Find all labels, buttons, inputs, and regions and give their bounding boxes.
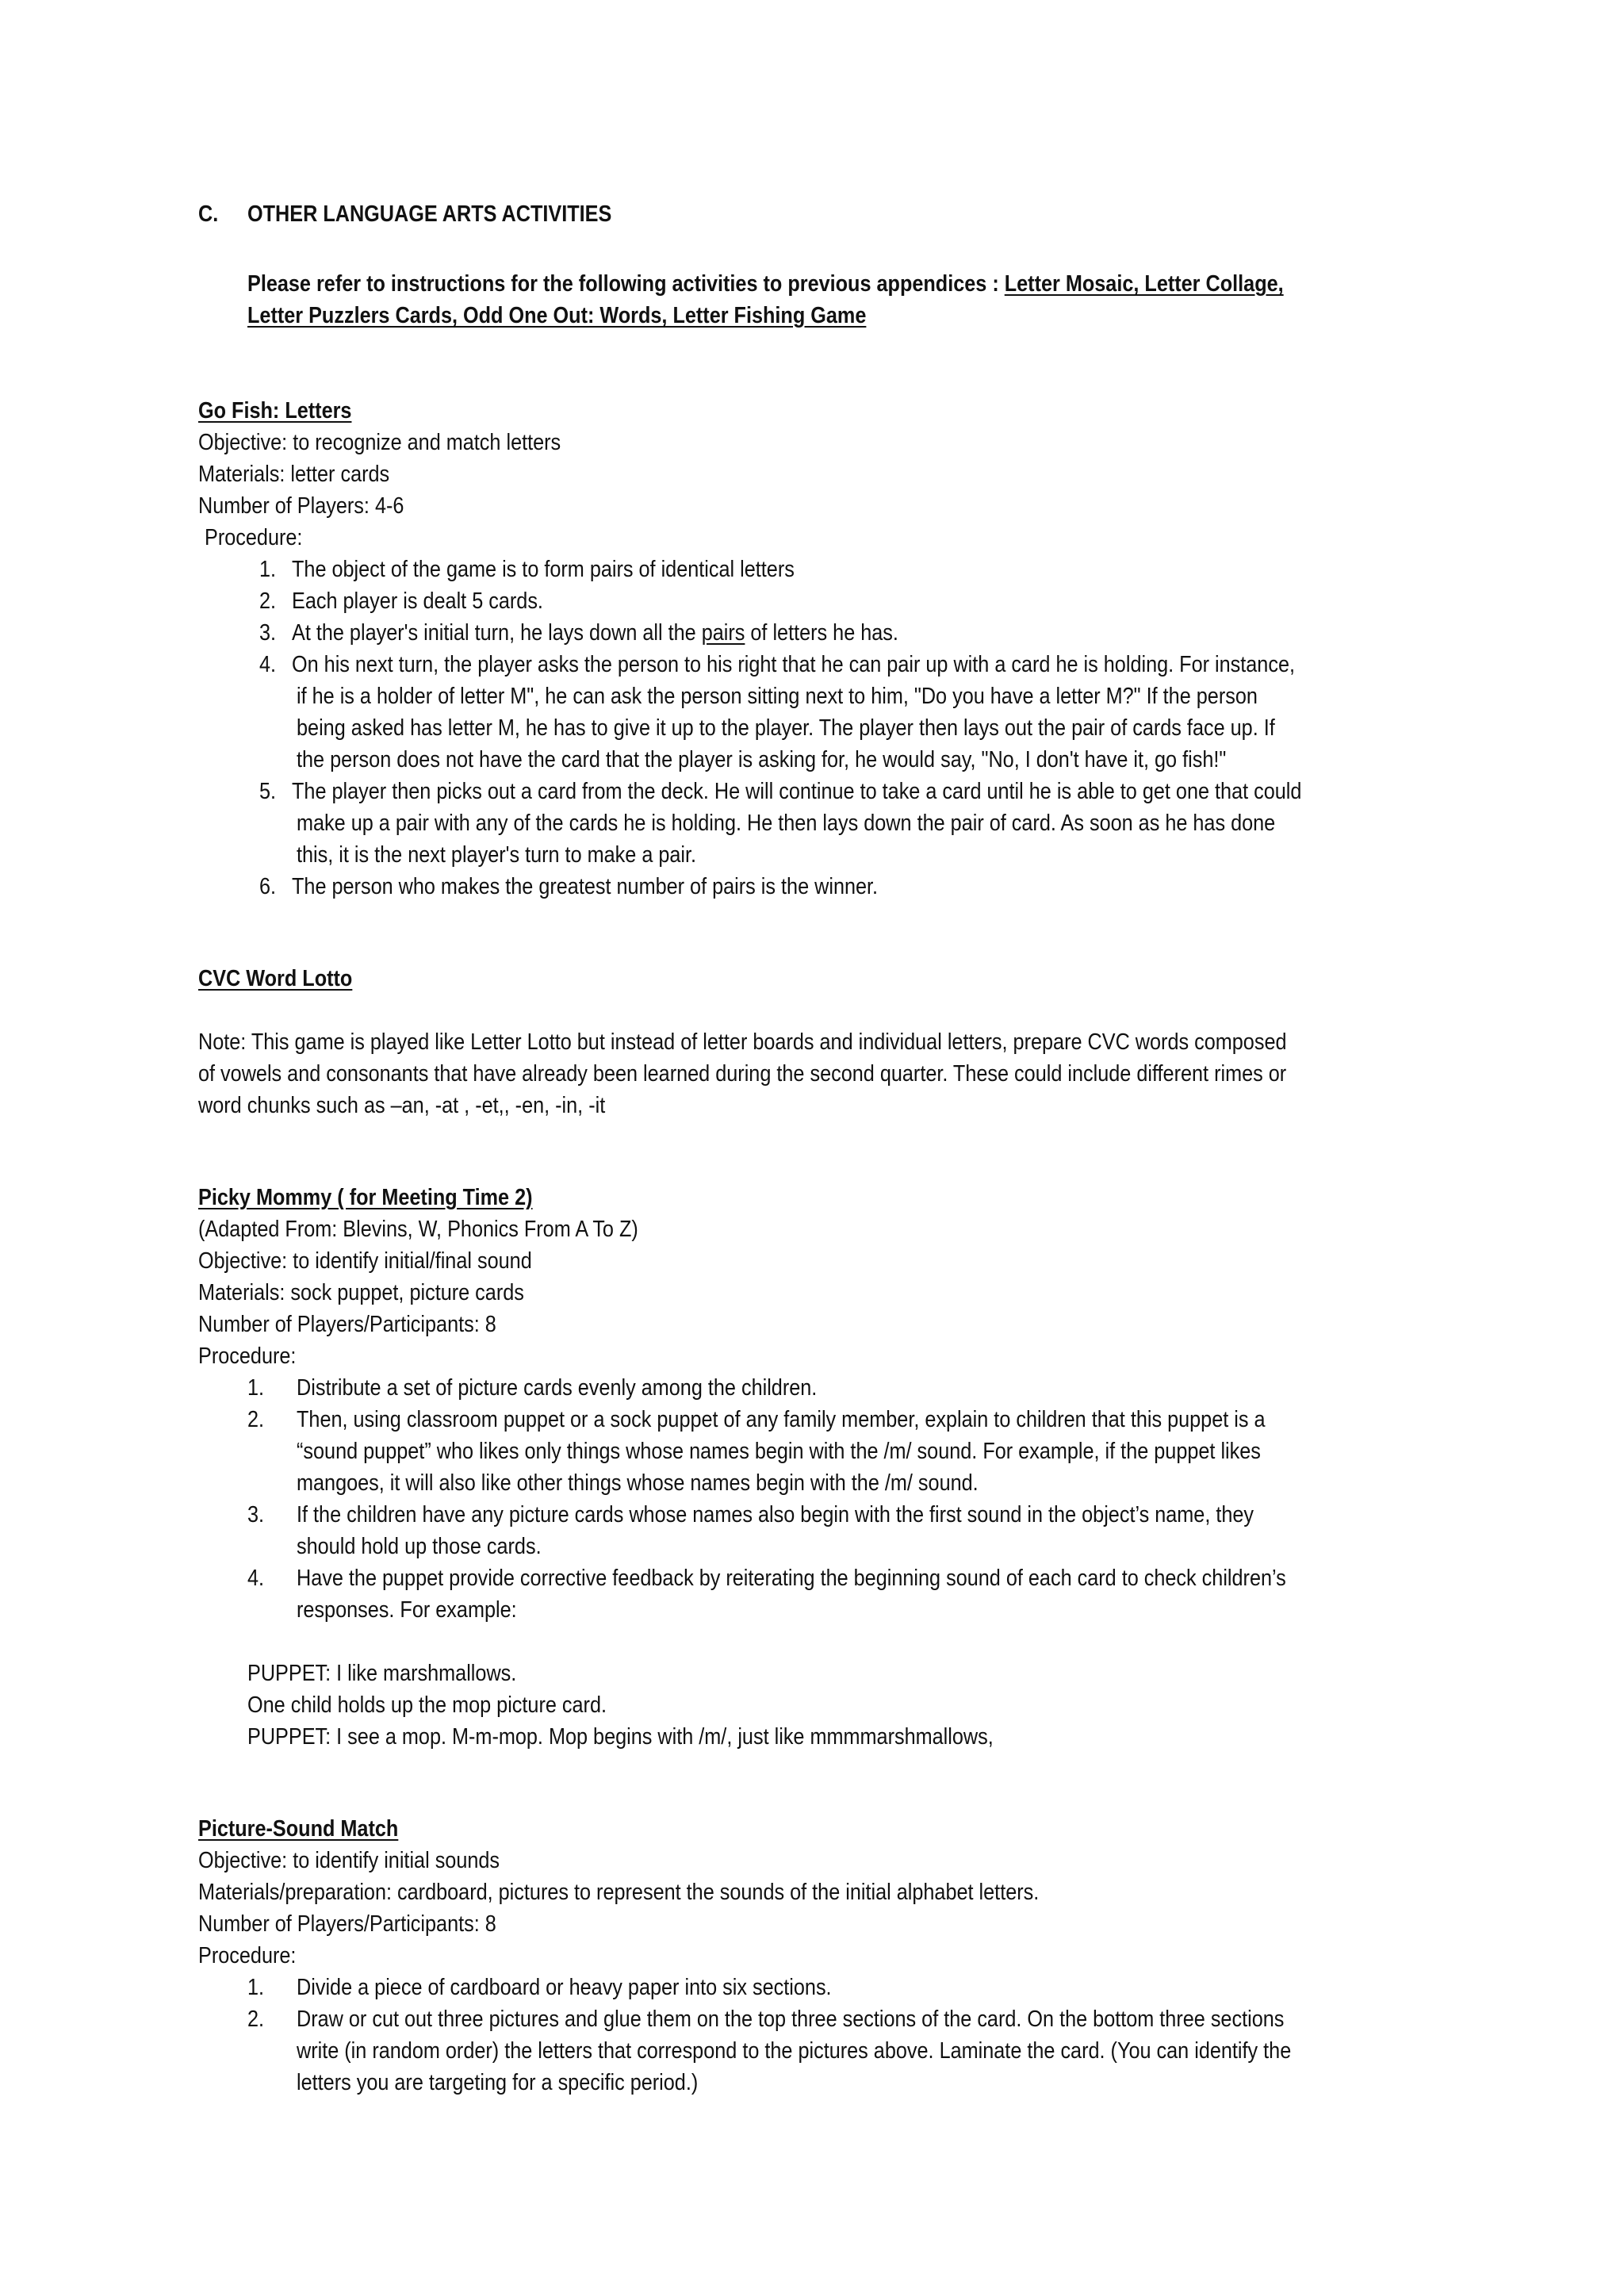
go-fish-materials: Materials: letter cards [198,462,390,487]
picky-players: Number of Players/Participants: 8 [198,1312,496,1337]
picky-step-3-line: If the children have any picture cards whose names also begin with the first sound in the object’s name, they [297,1502,1254,1527]
picture-sound-players: Number of Players/Participants: 8 [198,1911,496,1937]
picture-sound-step-number: 1. [247,1975,265,2000]
picky-step-number: 2. [247,1407,265,1432]
picky-adapted: (Adapted From: Blevins, W, Phonics From A To Z) [198,1217,638,1242]
picture-sound-step-2-line: write (in random order) the letters that correspond to the pictures above. Laminate the card. (You can identify the [297,2038,1292,2064]
go-fish-step-number: 5. [259,779,277,804]
picture-sound-step-2-line: letters you are targeting for a specific period.) [297,2070,699,2095]
go-fish-step-4-line: if he is a holder of letter M", he can ask the person sitting next to him, "Do you have a letter M?" If the person [297,684,1258,709]
picky-step-2-line: mangoes, it will also like other things whose names begin with the /m/ sound. [297,1470,979,1496]
picky-step-number: 3. [247,1502,265,1527]
go-fish-objective: Objective: to recognize and match letters [198,430,561,455]
section-title: OTHER LANGUAGE ARTS ACTIVITIES [247,201,612,227]
picture-sound-step-2-line: Draw or cut out three pictures and glue them on the top three sections of the card. On the bottom three sections [297,2007,1285,2032]
go-fish-step-number: 3. [259,620,277,646]
refer-links-2: Letter Puzzlers Cards, Odd One Out: Words, Letter Fishing Game [247,303,867,328]
picture-sound-objective: Objective: to identify initial sounds [198,1848,500,1873]
go-fish-step-5-line: make up a pair with any of the cards he is holding. He then lays down the pair of card. As soon as he has done [297,811,1276,836]
picky-title: Picky Mommy ( for Meeting Time 2) [198,1185,533,1210]
refer-links-1: Letter Mosaic, Letter Collage, [1004,271,1284,297]
go-fish-step-number: 1. [259,557,277,582]
picture-sound-title: Picture-Sound Match [198,1816,399,1842]
picky-step-3-line: should hold up those cards. [297,1534,542,1559]
go-fish-step-number: 2. [259,588,277,614]
go-fish-procedure-label: Procedure: [205,525,303,550]
go-fish-step-4-line: On his next turn, the player asks the person to his right that he can pair up with a card he is holding. For instance, [292,652,1296,677]
picky-dialogue-line: PUPPET: I see a mop. M-m-mop. Mop begins with /m/, just like mmmmarshmallows, [247,1724,994,1750]
go-fish-step-2: Each player is dealt 5 cards. [292,588,543,614]
go-fish-step-3 [292,617,898,649]
go-fish-step-4-line: the person does not have the card that the player is asking for, he would say, "No, I don't have it, go fish!" [297,747,1227,772]
refer-text: Please refer to instructions for the following activities to previous appendices : [247,271,999,297]
picture-sound-step-number: 2. [247,2007,265,2032]
picky-procedure-label: Procedure: [198,1343,297,1369]
cvc-title: CVC Word Lotto [198,966,353,991]
picture-sound-procedure-label: Procedure: [198,1943,297,1968]
go-fish-step-5-line: this, it is the next player's turn to make a pair. [297,842,697,868]
picky-dialogue-line: One child holds up the mop picture card. [247,1692,607,1718]
picture-sound-materials: Materials/preparation: cardboard, pictures to represent the sounds of the initial alphabet letters. [198,1880,1040,1905]
go-fish-step-4-line: being asked has letter M, he has to give it up to the player. The player then lays out the pair of cards face up. If [297,715,1275,741]
picky-objective: Objective: to identify initial/final sound [198,1248,532,1274]
go-fish-step-number: 6. [259,874,277,899]
picky-step-1: Distribute a set of picture cards evenly among the children. [297,1375,818,1401]
picture-sound-step-1: Divide a piece of cardboard or heavy paper into six sections. [297,1975,832,2000]
picky-step-2-line: “sound puppet” who likes only things whose names begin with the /m/ sound. For example, if the puppet likes [297,1439,1261,1464]
picky-step-number: 4. [247,1566,265,1591]
go-fish-step-number: 4. [259,652,277,677]
refer-line-1 [247,268,1284,300]
picky-dialogue-line: PUPPET: I like marshmallows. [247,1661,517,1686]
picky-step-4-line: Have the puppet provide corrective feedback by reiterating the beginning sound of each card to check children’s [297,1566,1286,1591]
step-3-text-b: of letters he has. [745,620,898,646]
step-3-text-a: At the player's initial turn, he lays down all the [292,620,702,646]
picky-step-number: 1. [247,1375,265,1401]
picky-step-4-line: responses. For example: [297,1597,517,1623]
picky-step-2-line: Then, using classroom puppet or a sock puppet of any family member, explain to children that this puppet is a [297,1407,1266,1432]
cvc-note-line: Note: This game is played like Letter Lotto but instead of letter boards and individual letters, prepare CVC words composed [198,1029,1287,1055]
step-3-underlined-word: pairs [701,620,745,646]
go-fish-title: Go Fish: Letters [198,398,352,424]
cvc-note-line: word chunks such as –an, -at , -et,, -en, -in, -it [198,1093,606,1118]
section-letter: C. [198,201,219,227]
picky-materials: Materials: sock puppet, picture cards [198,1280,524,1305]
cvc-note-line: of vowels and consonants that have already been learned during the second quarter. These could include different rimes or [198,1061,1287,1087]
go-fish-step-5-line: The player then picks out a card from the deck. He will continue to take a card until he is able to get one that could [292,779,1302,804]
go-fish-step-1: The object of the game is to form pairs of identical letters [292,557,795,582]
go-fish-players: Number of Players: 4-6 [198,493,404,519]
go-fish-step-6: The person who makes the greatest number of pairs is the winner. [292,874,879,899]
